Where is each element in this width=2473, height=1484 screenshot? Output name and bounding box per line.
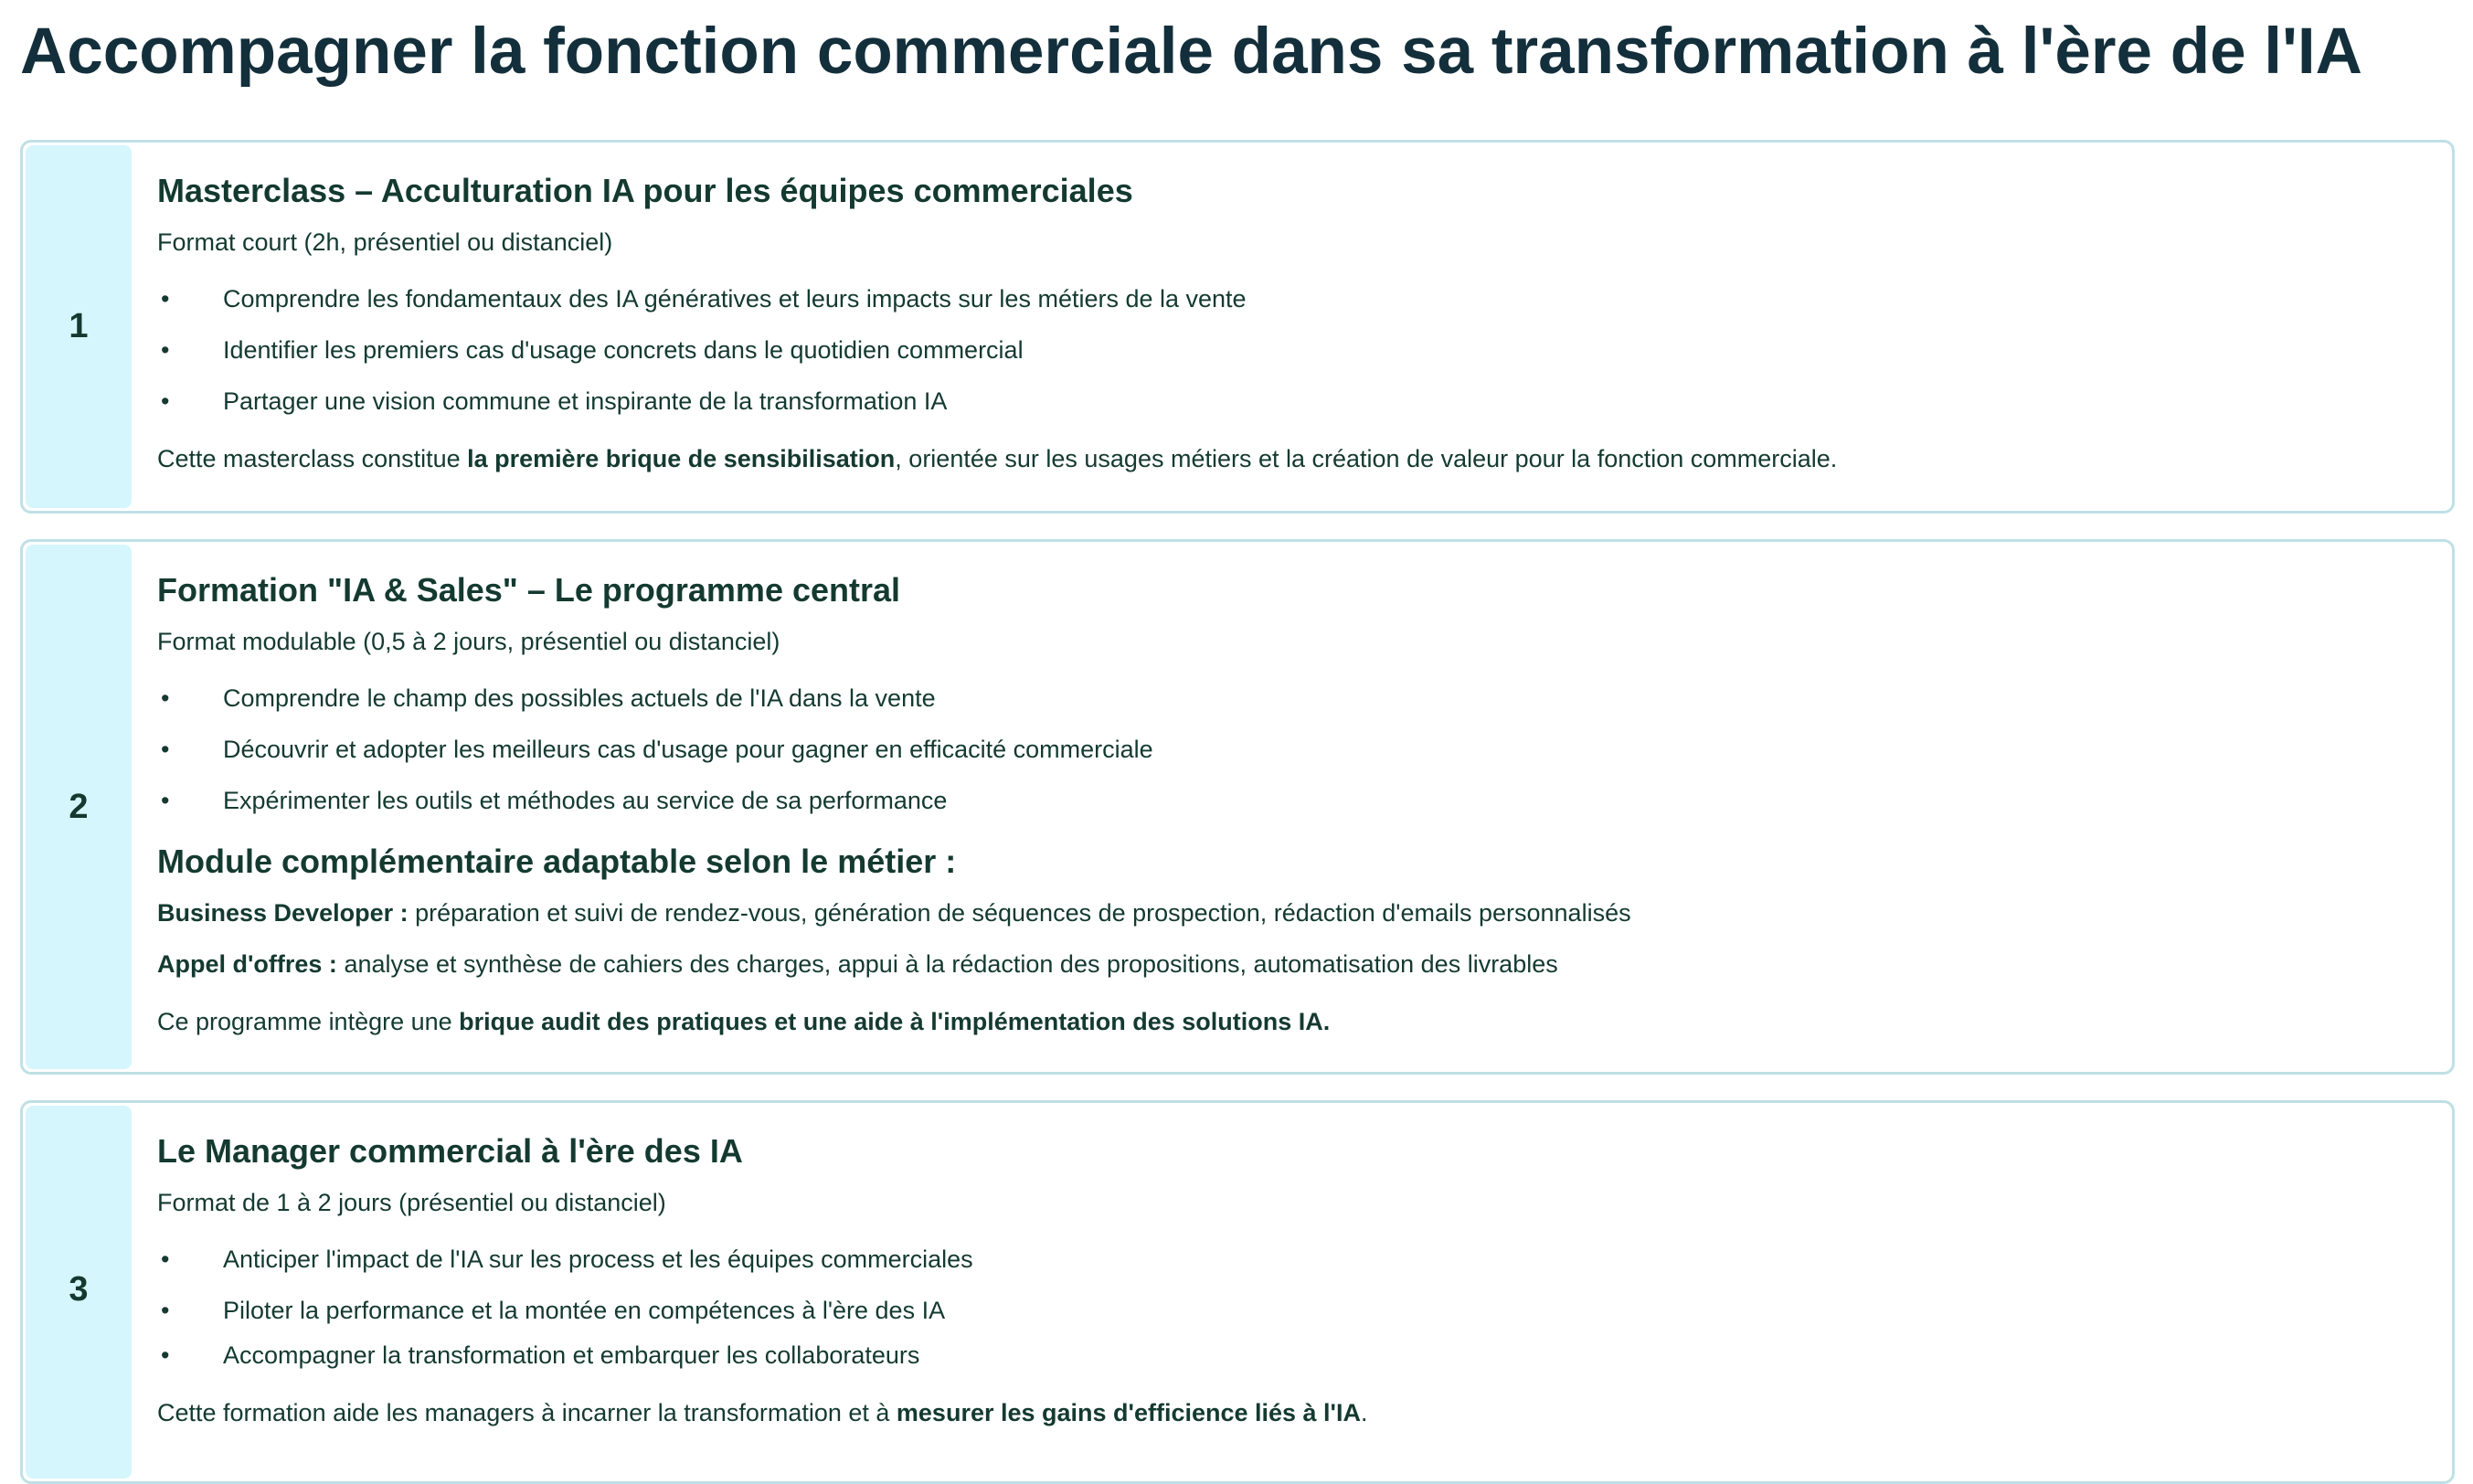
card-closing (157, 439, 2452, 479)
list-item-text: Piloter la performance et la montée en compétences à l'ère des IA (223, 1297, 946, 1324)
program-card-2 (20, 539, 2455, 1075)
list-item (157, 678, 2452, 718)
bullet-list (157, 678, 2452, 821)
step-number: 1 (26, 145, 132, 508)
card-closing (157, 1393, 2452, 1433)
closing-text: Ce programme intègre une (157, 1008, 460, 1035)
bullet-list (157, 279, 2452, 421)
module-text: analyse et synthèse de cahiers des charges, appui à la rédaction des propositions, automatisation des livrables (336, 950, 1558, 978)
closing-emphasis: brique audit des pratiques et une aide à l'implémentation des solutions IA. (459, 1008, 1331, 1035)
step-number: 3 (26, 1106, 132, 1479)
module-text: préparation et suivi de rendez-vous, génération de séquences de prospection, rédaction d'emails personnalisés (408, 899, 1631, 927)
page-title: Accompagner la fonction commerciale dans sa transformation à l'ère de l'IA (20, 16, 2362, 88)
card-format: Format modulable (0,5 à 2 jours, présentiel ou distanciel) (157, 628, 780, 655)
closing-text: Cette formation aide les managers à incarner la transformation et à (157, 1399, 897, 1426)
card-heading: Formation "IA & Sales" – Le programme central (157, 571, 901, 609)
card-format: Format de 1 à 2 jours (présentiel ou distanciel) (157, 1189, 666, 1216)
card-closing (157, 1002, 2452, 1042)
list-item-text: Accompagner la transformation et embarquer les collaborateurs (223, 1341, 920, 1369)
card-heading: Le Manager commercial à l'ère des IA (157, 1132, 743, 1170)
list-item (157, 729, 2452, 769)
list-item-text: Découvrir et adopter les meilleurs cas d'usage pour gagner en efficacité commerciale (223, 736, 1153, 763)
step-number: 2 (26, 545, 132, 1069)
list-item (157, 1239, 2452, 1279)
list-item (157, 1290, 2452, 1330)
bullet-icon: • (161, 285, 170, 313)
card-heading: Masterclass – Acculturation IA pour les équipes commerciales (157, 172, 1133, 209)
list-item (157, 780, 2452, 821)
bullet-icon: • (161, 336, 170, 364)
list-item-text: Expérimenter les outils et méthodes au service de sa performance (223, 787, 948, 814)
list-item-text: Comprendre le champ des possibles actuels de l'IA dans la vente (223, 684, 936, 712)
bullet-icon: • (161, 1246, 170, 1273)
list-item (157, 279, 2452, 319)
list-item-text: Partager une vision commune et inspirante de la transformation IA (223, 387, 948, 415)
bullet-icon: • (161, 684, 170, 712)
closing-emphasis: la première brique de sensibilisation (467, 445, 896, 472)
bullet-icon: • (161, 736, 170, 763)
list-item (157, 1335, 2452, 1375)
program-card-1 (20, 140, 2455, 514)
bullet-icon: • (161, 1341, 170, 1369)
module-heading: Module complémentaire adaptable selon le métier : (157, 843, 957, 880)
module-business-developer (157, 893, 2452, 933)
list-item-text: Identifier les premiers cas d'usage concrets dans le quotidien commercial (223, 336, 1024, 364)
bullet-list (157, 1239, 2452, 1375)
module-appel-offres (157, 944, 2452, 984)
closing-emphasis: mesurer les gains d'efficience liés à l'IA (896, 1399, 1361, 1426)
closing-text: Cette masterclass constitue (157, 445, 468, 472)
bullet-icon: • (161, 1297, 170, 1324)
bullet-icon: • (161, 787, 170, 814)
bullet-icon: • (161, 387, 170, 415)
card-format: Format court (2h, présentiel ou distanciel) (157, 228, 613, 256)
module-label: Business Developer : (157, 899, 409, 927)
program-card-3 (20, 1100, 2455, 1484)
list-item-text: Comprendre les fondamentaux des IA génératives et leurs impacts sur les métiers de la vente (223, 285, 1247, 313)
list-item (157, 381, 2452, 421)
list-item-text: Anticiper l'impact de l'IA sur les process et les équipes commerciales (223, 1246, 973, 1273)
closing-text-end: . (1360, 1399, 1368, 1426)
module-label: Appel d'offres : (157, 950, 337, 978)
closing-text-end: , orientée sur les usages métiers et la création de valeur pour la fonction commerciale. (895, 445, 1838, 472)
list-item (157, 330, 2452, 370)
